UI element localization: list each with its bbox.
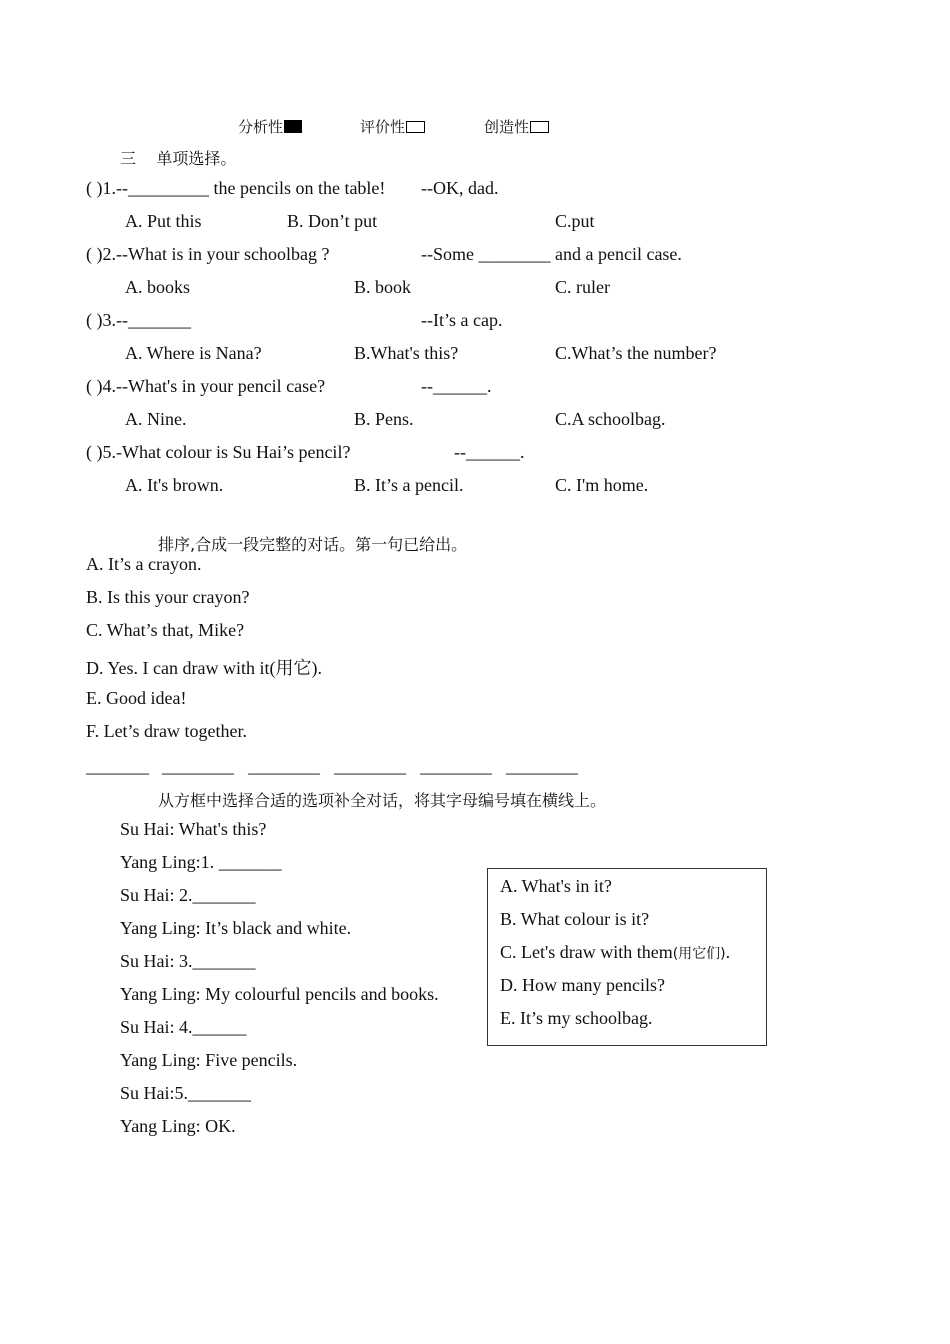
q1-option-b: B. Don’t put [287,211,378,231]
q2-option-a: A. books [125,277,191,297]
order-item-b: B. Is this your crayon? [86,587,250,607]
order-blank-5[interactable]: ________ [420,756,492,776]
dialogue-line-10: Yang Ling: OK. [120,1116,236,1136]
box-option-a: A. What's in it? [500,876,612,896]
q4-reply: --______. [421,376,492,396]
section5-title: 从方框中选择合适的选项补全对话，将其字母编号填在横线上。 [158,791,607,810]
order-item-a: A. It’s a crayon. [86,554,202,574]
box-option-b: B. What colour is it? [500,909,650,929]
dialogue-line-6: Yang Ling: My colourful pencils and books. [120,984,439,1004]
dialogue-line-8: Yang Ling: Five pencils. [120,1050,298,1070]
q4-option-b: B. Pens. [354,409,414,429]
order-blank-3[interactable]: ________ [248,756,320,776]
q2-option-b: B. book [354,277,412,297]
q2-reply: --Some ________ and a pencil case. [421,244,682,264]
dialogue-line-5: Su Hai: 3._______ [120,951,256,971]
order-blank-2[interactable]: ________ [162,756,234,776]
q5-option-c: C. I'm home. [555,475,649,495]
order-item-d: D. Yes. I can draw with it(用它). [86,658,322,678]
q2-stem: ( )2.--What is in your schoolbag ? [86,244,330,264]
q3-option-c: C.What’s the number? [555,343,717,363]
category-evaluative-label: 评价性 [360,118,406,136]
empty-box-icon [530,121,549,133]
q5-option-b: B. It’s a pencil. [354,475,464,495]
q5-option-a: A. It's brown. [125,475,224,495]
order-blank-6[interactable]: ________ [506,756,578,776]
empty-box-icon [406,121,425,133]
options-box [487,868,767,1046]
q5-reply: --______. [454,442,525,462]
q4-option-c: C.A schoolbag. [555,409,666,429]
q2-option-c: C. ruler [555,277,610,297]
q4-option-a: A. Nine. [125,409,187,429]
dialogue-line-9: Su Hai:5._______ [120,1083,252,1103]
q3-reply: --It’s a cap. [421,310,503,330]
q1-stem: ( )1.--_________ the pencils on the table! [86,178,386,198]
box-option-c [500,942,730,963]
category-analytical [238,116,302,137]
category-analytical-label: 分析性 [238,118,284,136]
dialogue-line-3: Su Hai: 2._______ [120,885,256,905]
box-option-d: D. How many pencils? [500,975,665,995]
box-option-e: E. It’s my schoolbag. [500,1008,653,1028]
q3-option-b: B.What's this? [354,343,459,363]
q3-option-a: A. Where is Nana? [125,343,262,363]
q1-option-a: A. Put this [125,211,202,231]
category-creative-label: 创造性 [484,118,530,136]
category-creative [484,116,549,137]
dialogue-line-7: Su Hai: 4.______ [120,1017,247,1037]
q1-option-c: C.put [555,211,595,231]
q4-stem: ( )4.--What's in your pencil case? [86,376,326,396]
dialogue-line-4: Yang Ling: It’s black and white. [120,918,352,938]
dialogue-line-2: Yang Ling:1. _______ [120,852,282,872]
checked-box-icon [284,120,302,133]
order-item-e: E. Good idea! [86,688,187,708]
order-blank-1[interactable]: _______ [86,756,149,776]
box-option-c-end: . [725,942,731,962]
q3-stem: ( )3.--_______ [86,310,191,330]
section3-title: 三 单项选择。 [120,149,237,168]
dialogue-line-1: Su Hai: What's this? [120,819,267,839]
q1-reply: --OK, dad. [421,178,499,198]
order-blank-4[interactable]: ________ [334,756,406,776]
order-item-c: C. What’s that, Mike? [86,620,245,640]
order-item-f: F. Let’s draw together. [86,721,248,741]
box-option-c-note: (用它们) [672,946,726,962]
q5-stem: ( )5.-What colour is Su Hai’s pencil? [86,442,351,462]
section4-title: 排序,合成一段完整的对话。第一句已给出。 [158,535,468,554]
box-option-c-text: C. Let's draw with them [500,942,673,962]
category-evaluative [360,116,425,137]
